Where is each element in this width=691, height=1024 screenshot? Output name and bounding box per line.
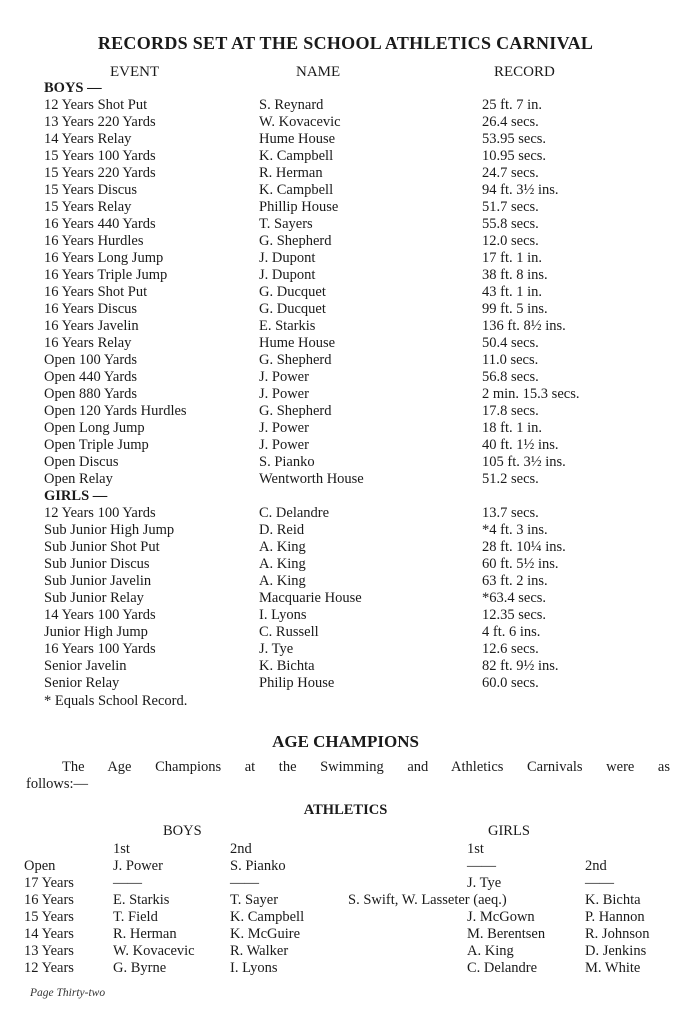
record-row bbox=[44, 335, 664, 352]
champion-boys-2nd-cell: T. Sayer bbox=[230, 892, 279, 908]
record-row bbox=[44, 250, 664, 267]
page-number: Page Thirty-two bbox=[30, 987, 106, 999]
name-cell: J. Power bbox=[259, 420, 309, 436]
record-cell: 26.4 secs. bbox=[482, 114, 539, 130]
champion-boys-1st-cell: T. Field bbox=[113, 909, 158, 925]
name-cell: W. Kovacevic bbox=[259, 114, 341, 130]
record-cell: 53.95 secs. bbox=[482, 131, 547, 147]
champion-girls-1st-cell: M. Berentsen bbox=[467, 926, 546, 942]
champion-boys-1st-cell: J. Power bbox=[113, 858, 163, 874]
name-cell: Philip House bbox=[259, 675, 335, 691]
event-cell: Sub Junior High Jump bbox=[44, 522, 175, 538]
record-cell: 4 ft. 6 ins. bbox=[482, 624, 541, 640]
name-cell: E. Starkis bbox=[259, 318, 316, 334]
record-cell: 51.7 secs. bbox=[482, 199, 539, 215]
event-cell: Open Relay bbox=[44, 471, 113, 487]
record-row bbox=[44, 624, 664, 641]
group-heading bbox=[44, 80, 664, 97]
record-row bbox=[44, 641, 664, 658]
name-cell: A. King bbox=[259, 556, 306, 572]
record-row bbox=[44, 386, 664, 403]
champion-boys-1st-cell: G. Byrne bbox=[113, 960, 167, 976]
event-cell: Sub Junior Shot Put bbox=[44, 539, 160, 555]
name-cell: G. Shepherd bbox=[259, 352, 332, 368]
record-row bbox=[44, 607, 664, 624]
record-cell: *63.4 secs. bbox=[482, 590, 547, 606]
name-cell: K. Bichta bbox=[259, 658, 315, 674]
champion-age-cell: 16 Years bbox=[24, 892, 74, 908]
record-cell: 56.8 secs. bbox=[482, 369, 539, 385]
record-cell: 12.6 secs. bbox=[482, 641, 539, 657]
event-cell: 16 Years Hurdles bbox=[44, 233, 144, 249]
name-cell: T. Sayers bbox=[259, 216, 313, 232]
event-cell: 12 Years 100 Yards bbox=[44, 505, 156, 521]
event-cell: Sub Junior Javelin bbox=[44, 573, 152, 589]
record-row bbox=[44, 318, 664, 335]
event-cell: Open Triple Jump bbox=[44, 437, 149, 453]
champion-boys-2nd-cell: K. McGuire bbox=[230, 926, 301, 942]
records-table bbox=[44, 80, 664, 692]
event-cell: 16 Years Relay bbox=[44, 335, 132, 351]
name-cell: S. Pianko bbox=[259, 454, 315, 470]
record-cell: *4 ft. 3 ins. bbox=[482, 522, 548, 538]
age-champions-title: AGE CHAMPIONS bbox=[272, 732, 419, 751]
name-cell: Hume House bbox=[259, 335, 336, 351]
champion-age-cell: 14 Years bbox=[24, 926, 74, 942]
event-column-header: EVENT bbox=[110, 64, 160, 80]
record-cell: 18 ft. 1 in. bbox=[482, 420, 543, 436]
champion-boys-2nd-cell: R. Walker bbox=[230, 943, 289, 959]
champion-girls-2nd-cell: —— bbox=[585, 875, 614, 891]
record-row bbox=[44, 505, 664, 522]
champion-girls-1st-cell: —— bbox=[467, 858, 496, 874]
record-row bbox=[44, 97, 664, 114]
record-row bbox=[44, 675, 664, 692]
name-cell: S. Reynard bbox=[259, 97, 324, 113]
name-cell: Hume House bbox=[259, 131, 336, 147]
name-cell: J. Power bbox=[259, 386, 309, 402]
boys-second-header: 2nd bbox=[230, 841, 252, 857]
champion-age-cell: 12 Years bbox=[24, 960, 74, 976]
record-cell: 12.0 secs. bbox=[482, 233, 539, 249]
record-cell: 136 ft. 8½ ins. bbox=[482, 318, 566, 334]
champion-boys-2nd-cell: S. Pianko bbox=[230, 858, 286, 874]
champion-girls-2nd-cell: K. Bichta bbox=[585, 892, 641, 908]
name-cell: J. Dupont bbox=[259, 250, 316, 266]
name-cell: I. Lyons bbox=[259, 607, 307, 623]
record-row bbox=[44, 556, 664, 573]
champion-boys-1st-cell: —— bbox=[113, 875, 142, 891]
event-cell: 13 Years 220 Yards bbox=[44, 114, 156, 130]
intro-line: The Age Champions at the Swimming and Athletics Carnivals were as bbox=[62, 759, 670, 775]
name-cell: A. King bbox=[259, 573, 306, 589]
record-cell: 55.8 secs. bbox=[482, 216, 539, 232]
champion-boys-2nd-cell: K. Campbell bbox=[230, 909, 305, 925]
record-row bbox=[44, 165, 664, 182]
event-cell: 16 Years 100 Yards bbox=[44, 641, 156, 657]
record-row bbox=[44, 522, 664, 539]
event-cell: GIRLS — bbox=[44, 488, 108, 504]
record-cell: 17 ft. 1 in. bbox=[482, 250, 543, 266]
event-cell: 16 Years Long Jump bbox=[44, 250, 164, 266]
record-row bbox=[44, 182, 664, 199]
record-row bbox=[44, 233, 664, 250]
champion-boys-2nd-cell: —— bbox=[230, 875, 259, 891]
champion-age-cell: 13 Years bbox=[24, 943, 74, 959]
event-cell: Senior Javelin bbox=[44, 658, 127, 674]
record-row bbox=[44, 471, 664, 488]
record-row bbox=[44, 301, 664, 318]
record-cell: 17.8 secs. bbox=[482, 403, 539, 419]
champion-girls-2nd-cell: D. Jenkins bbox=[585, 943, 647, 959]
champion-boys-1st-cell: E. Starkis bbox=[113, 892, 170, 908]
record-cell: 50.4 secs. bbox=[482, 335, 539, 351]
name-cell: G. Ducquet bbox=[259, 301, 326, 317]
record-cell: 60.0 secs. bbox=[482, 675, 539, 691]
champion-girls-2nd-cell: R. Johnson bbox=[585, 926, 650, 942]
record-cell: 43 ft. 1 in. bbox=[482, 284, 543, 300]
event-cell: Open Long Jump bbox=[44, 420, 145, 436]
record-row bbox=[44, 539, 664, 556]
record-column-header: RECORD bbox=[494, 64, 555, 80]
boys-first-header: 1st bbox=[113, 841, 130, 857]
event-cell: 15 Years 220 Yards bbox=[44, 165, 156, 181]
champion-age-cell: 15 Years bbox=[24, 909, 74, 925]
name-cell: J. Power bbox=[259, 369, 309, 385]
record-cell: 2 min. 15.3 secs. bbox=[482, 386, 580, 402]
event-cell: 16 Years Triple Jump bbox=[44, 267, 168, 283]
champion-age-cell: 17 Years bbox=[24, 875, 74, 891]
girls-header: GIRLS bbox=[488, 823, 530, 839]
event-cell: 14 Years 100 Yards bbox=[44, 607, 156, 623]
event-cell: Open 100 Yards bbox=[44, 352, 138, 368]
champion-extra-cell: S. Swift, W. Lasseter (aeq.) bbox=[348, 892, 507, 908]
event-cell: 16 Years Javelin bbox=[44, 318, 139, 334]
name-cell: Phillip House bbox=[259, 199, 339, 215]
record-cell: 105 ft. 3½ ins. bbox=[482, 454, 566, 470]
name-column-header: NAME bbox=[296, 64, 341, 80]
record-cell: 13.7 secs. bbox=[482, 505, 539, 521]
record-row bbox=[44, 403, 664, 420]
name-cell: J. Power bbox=[259, 437, 309, 453]
event-cell: Sub Junior Relay bbox=[44, 590, 144, 606]
event-cell: 15 Years 100 Yards bbox=[44, 148, 156, 164]
event-cell: 16 Years 440 Yards bbox=[44, 216, 156, 232]
champion-girls-2nd-cell: 2nd bbox=[585, 858, 607, 874]
record-cell: 60 ft. 5½ ins. bbox=[482, 556, 559, 572]
name-cell: G. Ducquet bbox=[259, 284, 326, 300]
name-cell: Wentworth House bbox=[259, 471, 364, 487]
record-cell: 38 ft. 8 ins. bbox=[482, 267, 548, 283]
event-cell: 16 Years Shot Put bbox=[44, 284, 148, 300]
event-cell: Open Discus bbox=[44, 454, 119, 470]
champion-boys-1st-cell: W. Kovacevic bbox=[113, 943, 195, 959]
name-cell: K. Campbell bbox=[259, 182, 334, 198]
event-cell: Sub Junior Discus bbox=[44, 556, 150, 572]
record-row bbox=[44, 267, 664, 284]
record-row bbox=[44, 573, 664, 590]
record-row bbox=[44, 437, 664, 454]
girls-first-header: 1st bbox=[467, 841, 484, 857]
name-cell: C. Russell bbox=[259, 624, 319, 640]
name-cell: D. Reid bbox=[259, 522, 305, 538]
athletics-subtitle: ATHLETICS bbox=[303, 802, 388, 818]
name-cell: G. Shepherd bbox=[259, 233, 332, 249]
group-heading bbox=[44, 488, 664, 505]
event-cell: Open 880 Yards bbox=[44, 386, 138, 402]
name-cell: K. Campbell bbox=[259, 148, 334, 164]
champion-boys-2nd-cell: I. Lyons bbox=[230, 960, 278, 976]
record-cell: 11.0 secs. bbox=[482, 352, 539, 368]
champion-girls-1st-cell: J. Tye bbox=[467, 875, 502, 891]
record-row bbox=[44, 148, 664, 165]
champion-girls-1st-cell: A. King bbox=[467, 943, 514, 959]
record-row bbox=[44, 420, 664, 437]
champion-girls-2nd-cell: P. Hannon bbox=[585, 909, 645, 925]
record-row bbox=[44, 284, 664, 301]
boys-header: BOYS bbox=[163, 823, 202, 839]
name-cell: R. Herman bbox=[259, 165, 323, 181]
record-cell: 24.7 secs. bbox=[482, 165, 539, 181]
event-cell: Junior High Jump bbox=[44, 624, 148, 640]
event-cell: Open 440 Yards bbox=[44, 369, 138, 385]
event-cell: 16 Years Discus bbox=[44, 301, 138, 317]
name-cell: Macquarie House bbox=[259, 590, 362, 606]
champion-age-cell: Open bbox=[24, 858, 56, 874]
record-cell: 82 ft. 9½ ins. bbox=[482, 658, 559, 674]
record-row bbox=[44, 590, 664, 607]
record-cell: 94 ft. 3½ ins. bbox=[482, 182, 559, 198]
event-cell: Senior Relay bbox=[44, 675, 120, 691]
record-cell: 51.2 secs. bbox=[482, 471, 539, 487]
record-row bbox=[44, 199, 664, 216]
champion-girls-2nd-cell: M. White bbox=[585, 960, 641, 976]
record-row bbox=[44, 454, 664, 471]
record-cell: 10.95 secs. bbox=[482, 148, 547, 164]
name-cell: J. Tye bbox=[259, 641, 294, 657]
record-row bbox=[44, 114, 664, 131]
record-cell: 28 ft. 10¼ ins. bbox=[482, 539, 566, 555]
intro-line: follows:— bbox=[26, 776, 89, 792]
event-cell: Open 120 Yards Hurdles bbox=[44, 403, 187, 419]
champion-boys-1st-cell: R. Herman bbox=[113, 926, 177, 942]
record-cell: 99 ft. 5 ins. bbox=[482, 301, 548, 317]
age-champions-intro bbox=[26, 759, 670, 793]
record-cell: 25 ft. 7 in. bbox=[482, 97, 543, 113]
record-row bbox=[44, 216, 664, 233]
event-cell: 15 Years Discus bbox=[44, 182, 138, 198]
champion-girls-1st-cell: C. Delandre bbox=[467, 960, 538, 976]
champion-girls-1st-cell: J. McGown bbox=[467, 909, 535, 925]
record-row bbox=[44, 352, 664, 369]
record-cell: 63 ft. 2 ins. bbox=[482, 573, 548, 589]
event-cell: 12 Years Shot Put bbox=[44, 97, 148, 113]
event-cell: 15 Years Relay bbox=[44, 199, 132, 215]
record-cell: 12.35 secs. bbox=[482, 607, 547, 623]
record-row bbox=[44, 131, 664, 148]
name-cell: A. King bbox=[259, 539, 306, 555]
name-cell: J. Dupont bbox=[259, 267, 316, 283]
footnote: * Equals School Record. bbox=[44, 693, 188, 709]
record-cell: 40 ft. 1½ ins. bbox=[482, 437, 559, 453]
page-title: RECORDS SET AT THE SCHOOL ATHLETICS CARNIVAL bbox=[97, 33, 594, 53]
event-cell: BOYS — bbox=[44, 80, 102, 96]
name-cell: G. Shepherd bbox=[259, 403, 332, 419]
name-cell: C. Delandre bbox=[259, 505, 330, 521]
record-row bbox=[44, 369, 664, 386]
record-row bbox=[44, 658, 664, 675]
event-cell: 14 Years Relay bbox=[44, 131, 132, 147]
